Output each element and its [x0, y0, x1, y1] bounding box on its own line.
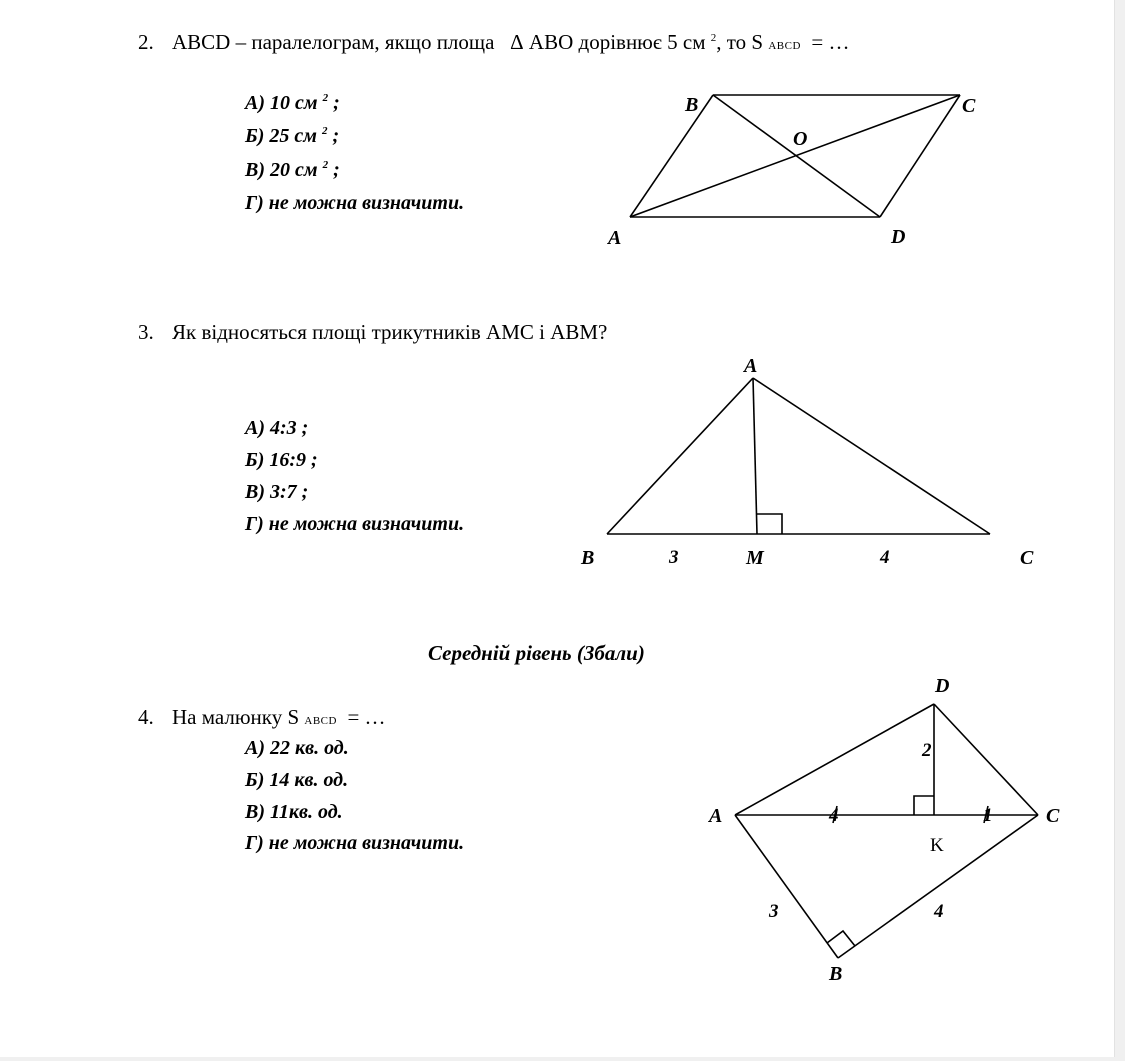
vertex-label-a: A: [608, 227, 622, 249]
vertex-label-b: B: [685, 94, 699, 116]
segment-label-ab: 3: [769, 901, 779, 922]
vertex-label-m: M: [746, 547, 764, 569]
vertex-label-b: B: [829, 963, 843, 985]
side-ab: [607, 378, 753, 534]
section-heading: Середній рівень (3бали): [428, 641, 645, 665]
segment-label-ak: 4: [829, 805, 839, 826]
side-ab: [735, 815, 838, 958]
q3-option-c: В) 3:7 ;: [245, 481, 309, 503]
segment-label-bm: 3: [669, 547, 679, 568]
question-2-number: 2.: [138, 30, 154, 54]
altitude-am: [753, 378, 757, 534]
figure-quadrilateral: [735, 704, 1038, 958]
triangle-symbol: Δ: [510, 30, 524, 54]
vertex-label-c: C: [1046, 805, 1060, 827]
vertex-label-b: B: [581, 547, 595, 569]
q2-option-d: Г) не можна визначити.: [245, 192, 465, 214]
figure-parallelogram: [630, 95, 960, 217]
question-3-text: 3. Як відносяться площі трикутників АМС і АВМ?: [138, 320, 608, 344]
diagonal-ac: [630, 95, 960, 217]
q4-option-b: Б) 14 кв. од.: [245, 769, 349, 791]
q3-option-d: Г) не можна визначити.: [245, 513, 465, 535]
point-label-k: K: [930, 835, 944, 856]
question-4-text: 4. На малюнку S ABCD = …: [138, 705, 386, 729]
q2-option-a: А) 10 см $^2$ ;: [245, 92, 340, 114]
q3-option-a: А) 4:3 ;: [245, 417, 309, 439]
right-angle-mark-k: [914, 796, 934, 815]
vertex-label-d: D: [891, 226, 906, 248]
segment-label-bc: 4: [934, 901, 944, 922]
q3-option-b: Б) 16:9 ;: [245, 449, 318, 471]
side-cd: [880, 95, 960, 217]
diagonal-bd: [713, 95, 880, 217]
q4-option-a: А) 22 кв. од.: [245, 737, 349, 759]
segment-label-mc: 4: [880, 547, 890, 568]
vertex-label-a: A: [744, 355, 758, 377]
q4-option-d: Г) не можна визначити.: [245, 832, 465, 854]
figure-triangle: [607, 378, 990, 534]
side-dc: [934, 704, 1038, 815]
q4-option-c: В) 11кв. од.: [245, 801, 343, 823]
right-angle-mark-b: [827, 931, 855, 946]
vertex-label-c: C: [962, 95, 976, 117]
vertex-label-d: D: [935, 675, 950, 697]
question-3-number: 3.: [138, 320, 154, 344]
side-ad: [735, 704, 934, 815]
vertex-label-a: A: [709, 805, 723, 827]
side-ab: [630, 95, 713, 217]
question-4-number: 4.: [138, 705, 154, 729]
segment-label-dk: 2: [922, 740, 932, 761]
question-2-text: 2. ABCD – паралелограм, якщо площа Δ ABO дорівнює 5 см $^2$, то S ABCD = …: [138, 30, 850, 54]
right-angle-mark: [757, 514, 782, 534]
q2-option-c: В) 20 см $^2$ ;: [245, 159, 340, 181]
q2-option-b: Б) 25 см $^2$ ;: [245, 125, 340, 147]
side-ac: [753, 378, 990, 534]
segment-label-kc: 1: [983, 805, 993, 826]
vertex-label-c: C: [1020, 547, 1034, 569]
vertex-label-o: O: [793, 128, 808, 150]
